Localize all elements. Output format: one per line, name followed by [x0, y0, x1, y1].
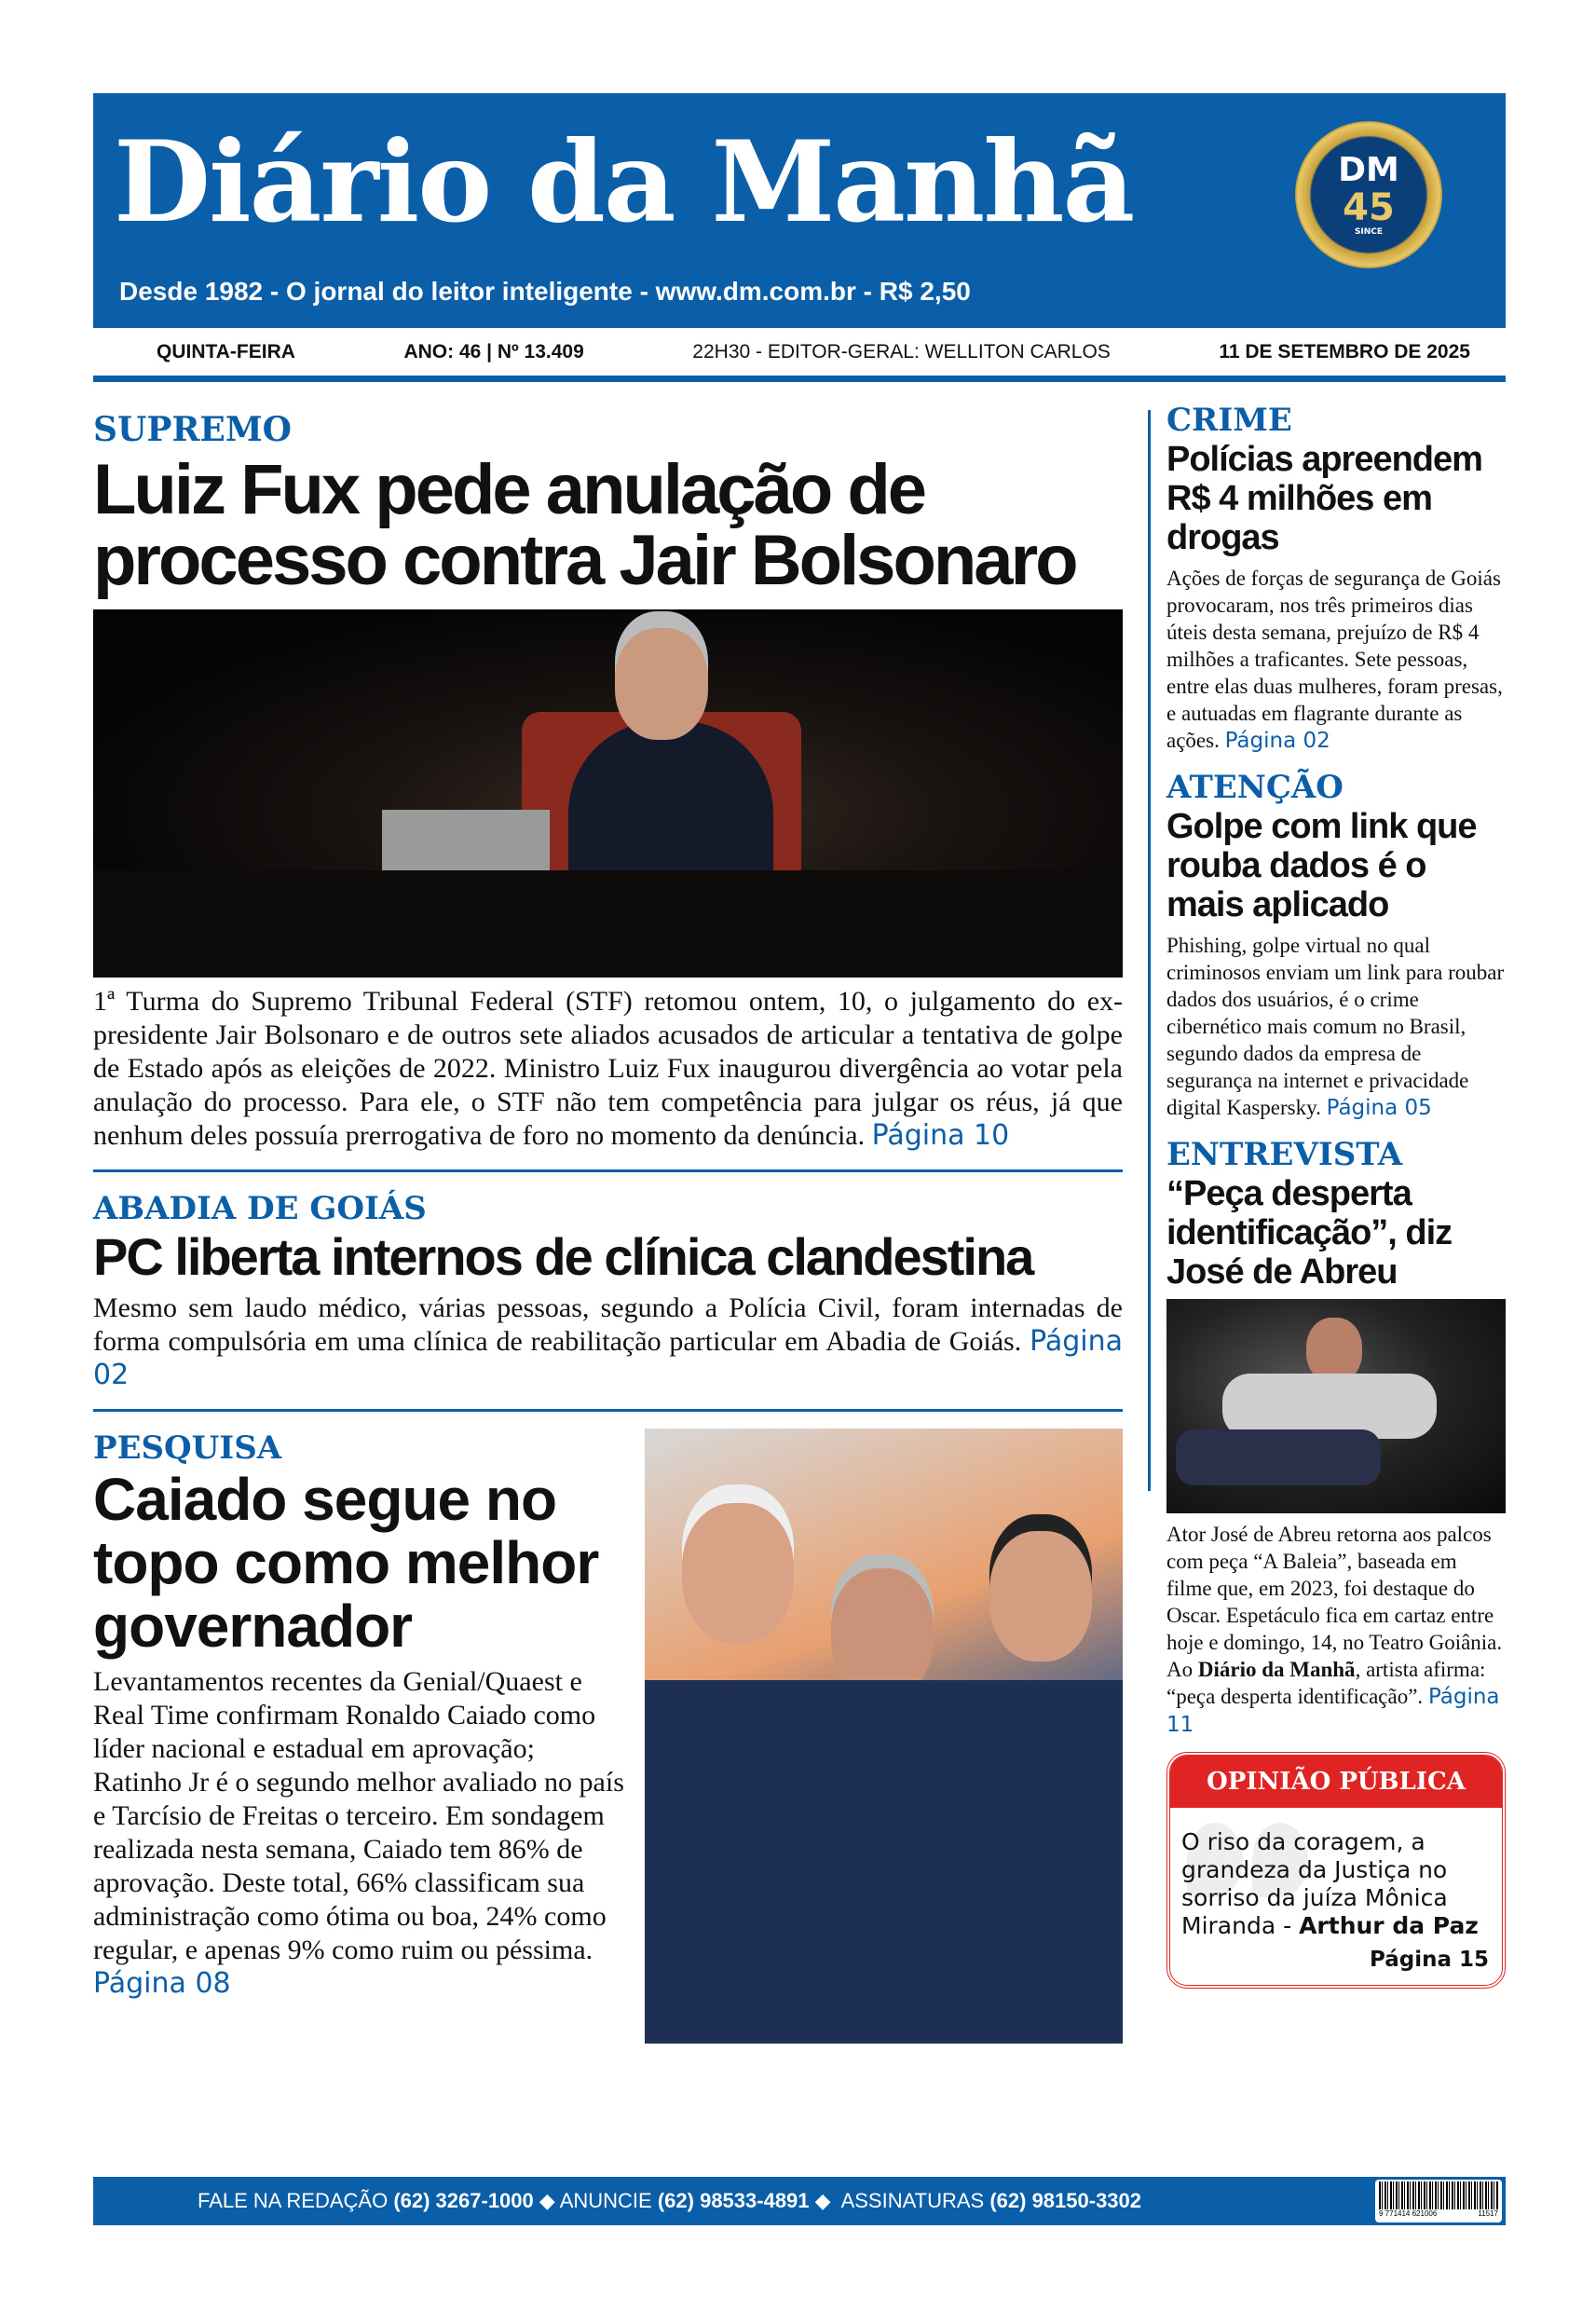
main-column [93, 410, 1123, 2044]
divider [93, 1409, 1123, 1412]
side2-kicker: ATENÇÃO [1166, 769, 1344, 806]
opinion-quote [1170, 1808, 1502, 1946]
side1 [1166, 401, 1506, 755]
lead-body-text: 1ª Turma do Supremo Tribunal Federal (STF) retomou ontem, 10, o julgamento do ex-presidente Jair Bolsonaro e de outros sete aliados acusados de articular a tentativa de golpe de Estado após as eleições de 2022. Ministro Luiz Fux inaugurou divergência ao votar pela anulação do processo. Para ele, o STF não tem competência para julgar os réus, já que nenhum deles possuía prerrogativa de foro no momento da denúncia. [93, 986, 1123, 1151]
story2-kicker: ABADIA DE GOIÁS [93, 1190, 427, 1227]
divider [93, 1169, 1123, 1172]
lead-body [93, 985, 1123, 1153]
newspaper-logo: Diário da Manhã [114, 116, 1134, 248]
assinaturas-phone: (62) 98150-3302 [989, 2189, 1142, 2212]
story2-headline[interactable]: PC liberta internos de clínica clandestina [93, 1227, 1033, 1286]
story3-body [93, 1665, 629, 2001]
side3-photo[interactable] [1166, 1299, 1506, 1513]
side3-body-text: Ator José de Abreu retorna aos palcos com peça “A Baleia”, baseada em filme que, em 2023, foi destaque do Oscar. Espetáculo fica em cartaz entre hoje e domingo, 14, no Teatro Goiânia. Ao [1166, 1523, 1503, 1681]
person-face [831, 1568, 934, 1699]
opinion-title: OPINIÃO PÚBLICA [1170, 1756, 1502, 1808]
assinaturas-label: ASSINATURAS [840, 2189, 985, 2212]
side2-page-link[interactable]: Página 05 [1326, 1096, 1432, 1120]
opinion-author: Arthur da Paz [1299, 1912, 1479, 1939]
seal-since: SINCE [1354, 226, 1384, 237]
side3-body-text-end: , artista afirma: “peça desperta identificação”. [1166, 1658, 1486, 1708]
story2-page-link[interactable]: Página 02 [93, 1325, 1123, 1391]
redacao-phone: (62) 3267-1000 [393, 2189, 534, 2212]
side-column [1166, 401, 1506, 1989]
barcode-bars [1379, 2181, 1498, 2209]
edition-info-bar [93, 328, 1506, 382]
person-face [682, 1503, 794, 1643]
seal-initials: DM [1338, 150, 1399, 189]
side3-body [1166, 1521, 1506, 1739]
side2-headline[interactable]: Golpe com link que rouba dados é o mais aplicado [1166, 807, 1477, 924]
lead-kicker: SUPREMO [93, 410, 293, 449]
barcode-issue: 11517 [1478, 2209, 1498, 2218]
lead-page-link[interactable]: Página 10 [871, 1119, 1010, 1152]
side2 [1166, 768, 1506, 1122]
actor-legs [1176, 1429, 1381, 1485]
barcode-digits [1379, 2209, 1498, 2219]
side1-headline[interactable]: Polícias apreendem R$ 4 milhões em drogas [1166, 440, 1482, 557]
opinion-page-link[interactable]: Página 15 [1369, 1948, 1489, 1972]
person-face [989, 1531, 1092, 1661]
redacao-label: FALE NA REDAÇÃO [198, 2189, 389, 2212]
desk [93, 870, 1123, 978]
judge-face [615, 628, 708, 740]
column-divider [1148, 410, 1151, 1491]
contact-line: FALE NA REDAÇÃO (62) 3267-1000 ◆ ANUNCIE (62) 98533-4891 ◆ ASSINATURAS (62) 98150-3302 [198, 2189, 1142, 2212]
anuncie-phone: (62) 98533-4891 [657, 2189, 810, 2212]
opinion-box[interactable] [1166, 1752, 1506, 1989]
story3-page-link[interactable]: Página 08 [93, 1967, 231, 2000]
story2-body [93, 1292, 1123, 1392]
story3-body-text: Levantamentos recentes da Genial/Quaest e Real Time confirmam Ronaldo Caiado como líder nacional e estadual em aprovação; Ratinho Jr é o segundo melhor avaliado no país e Tarcísio de Freitas o terceiro. Em sondagem realizada nesta semana, Caiado tem 86% de aprovação. Deste total, 66% classificam sua administração como ótima ou boa, 24% como regular, e apenas 9% como ruim ou péssima. [93, 1666, 624, 1965]
anniversary-seal-icon [1295, 121, 1442, 268]
lead-photo[interactable] [93, 609, 1123, 978]
story3-text [93, 1429, 629, 2001]
side3-headline[interactable]: “Peça desperta identificação”, diz José de Abreu [1166, 1174, 1453, 1292]
date: 11 DE SETEMBRO DE 2025 [1219, 340, 1470, 362]
seal-number: 45 [1343, 185, 1395, 229]
contact-footer [93, 2177, 1506, 2225]
side1-body-text: Ações de forças de segurança de Goiás provocaram, nos três primeiros dias úteis desta semana, prejuízo de R$ 4 milhões a traficantes. Sete pessoas, entre elas duas mulheres, foram presas, e autuadas em flagrante durante as ações. [1166, 567, 1503, 752]
laptop [382, 810, 550, 870]
side3-kicker: ENTREVISTA [1166, 1136, 1403, 1173]
side1-body [1166, 565, 1506, 755]
side3-body-bold: Diário da Manhã [1197, 1658, 1356, 1681]
weekday: QUINTA-FEIRA [157, 340, 295, 362]
side2-body [1166, 932, 1506, 1122]
barcode [1375, 2180, 1502, 2222]
masthead [93, 93, 1506, 328]
story3-photo[interactable] [645, 1429, 1123, 2044]
opinion-quote-text: O riso da coragem, a grandeza da Justiça no sorriso da juíza Mônica Miranda - [1181, 1828, 1448, 1939]
side3 [1166, 1135, 1506, 1739]
tagline: Desde 1982 - O jornal do leitor inteligente - www.dm.com.br - R$ 2,50 [119, 277, 971, 306]
editor: 22H30 - EDITOR-GERAL: WELLITON CARLOS [692, 340, 1111, 362]
story3-kicker: PESQUISA [93, 1429, 282, 1467]
edition-number: ANO: 46 | Nº 13.409 [403, 340, 584, 362]
side1-kicker: CRIME [1166, 402, 1292, 439]
lead-headline[interactable]: Luiz Fux pede anulação de processo contra Jair Bolsonaro [93, 450, 1076, 600]
anuncie-label: ANUNCIE [559, 2189, 652, 2212]
story3-headline[interactable]: Caiado segue no topo como melhor governador [93, 1466, 599, 1660]
story2-body-text: Mesmo sem laudo médico, várias pessoas, segundo a Polícia Civil, foram internadas de forma compulsória em uma clínica de reabilitação particular em Abadia de Goiás. [93, 1292, 1123, 1357]
suits [645, 1680, 1123, 2044]
story3 [93, 1429, 1123, 2044]
side3-page-link[interactable]: Página 11 [1166, 1685, 1500, 1737]
barcode-number: 9 771414 621006 [1379, 2209, 1438, 2218]
side2-body-text: Phishing, golpe virtual no qual criminosos enviam um link para roubar dados dos usuários, é o crime cibernético mais comum no Brasil, segundo dados da empresa de segurança na internet e privacidade digital Kaspersky. [1166, 934, 1505, 1119]
side1-page-link[interactable]: Página 02 [1224, 729, 1330, 753]
